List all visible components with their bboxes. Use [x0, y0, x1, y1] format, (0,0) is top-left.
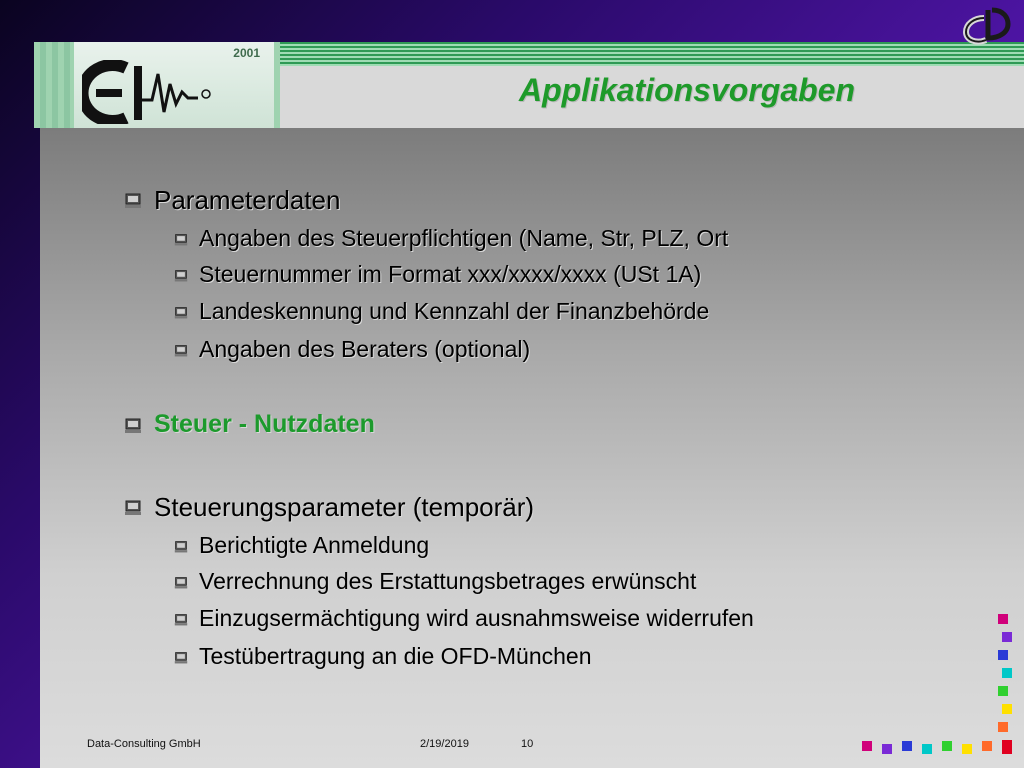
section-label: Steuerungsparameter (temporär) [154, 492, 535, 522]
sub-item-text: Berichtigte Anmeldung [199, 532, 430, 558]
dp-monogram-icon [962, 6, 1012, 46]
logo-area [34, 42, 280, 128]
sub-item-text: Einzugsermächtigung wird ausnahmsweise widerrufen [199, 605, 754, 631]
computer-bullet-icon [174, 576, 188, 590]
sub-item-text: Angaben des Steuerpflichtigen (Name, Str, PLZ, Ort [199, 225, 729, 251]
decorative-square [902, 741, 912, 751]
header-stripes [280, 42, 1024, 66]
computer-bullet-icon [124, 417, 142, 435]
form-year: 2001 [233, 46, 260, 60]
computer-bullet-icon [174, 344, 188, 358]
computer-bullet-icon [174, 540, 188, 554]
computer-bullet-icon [174, 613, 188, 627]
slide-body [40, 128, 1024, 768]
decorative-square [982, 741, 992, 751]
sub-item-text: Steuernummer im Format xxx/xxxx/xxxx (USt 1A) [199, 261, 702, 287]
computer-bullet-icon [174, 306, 188, 320]
sub-item-text: Verrechnung des Erstattungsbetrages erwünscht [199, 568, 697, 594]
sub-item-text: Testübertragung an die OFD-München [199, 643, 592, 669]
decorative-square [862, 741, 872, 751]
computer-bullet-icon [174, 233, 188, 247]
decorative-square [998, 614, 1008, 624]
footer-company: Data-Consulting GmbH [87, 738, 201, 750]
decorative-square [1002, 704, 1012, 714]
decorative-square [1002, 668, 1012, 678]
decorative-square [998, 650, 1008, 660]
slide-title: Applikationsvorgaben [518, 72, 855, 108]
decorative-square [1002, 744, 1012, 754]
sub-item-text: Angaben des Beraters (optional) [199, 336, 531, 362]
decorative-square [998, 686, 1008, 696]
el-wave-logo-icon [82, 60, 232, 124]
computer-bullet-icon [174, 651, 188, 665]
decorative-square [942, 741, 952, 751]
decorative-square [922, 744, 932, 754]
computer-bullet-icon [124, 192, 142, 210]
sub-item-text: Landeskennung und Kennzahl der Finanzbehörde [199, 298, 710, 324]
decorative-square [962, 744, 972, 754]
computer-bullet-icon [124, 499, 142, 517]
decorative-square [998, 722, 1008, 732]
section-label: Steuer - Nutzdaten [154, 410, 375, 438]
decorative-square [1002, 632, 1012, 642]
computer-bullet-icon [174, 269, 188, 283]
section-label: Parameterdaten [154, 185, 341, 215]
footer-page-number: 10 [521, 738, 534, 750]
footer-date: 2/19/2019 [420, 738, 469, 750]
decorative-square [882, 744, 892, 754]
